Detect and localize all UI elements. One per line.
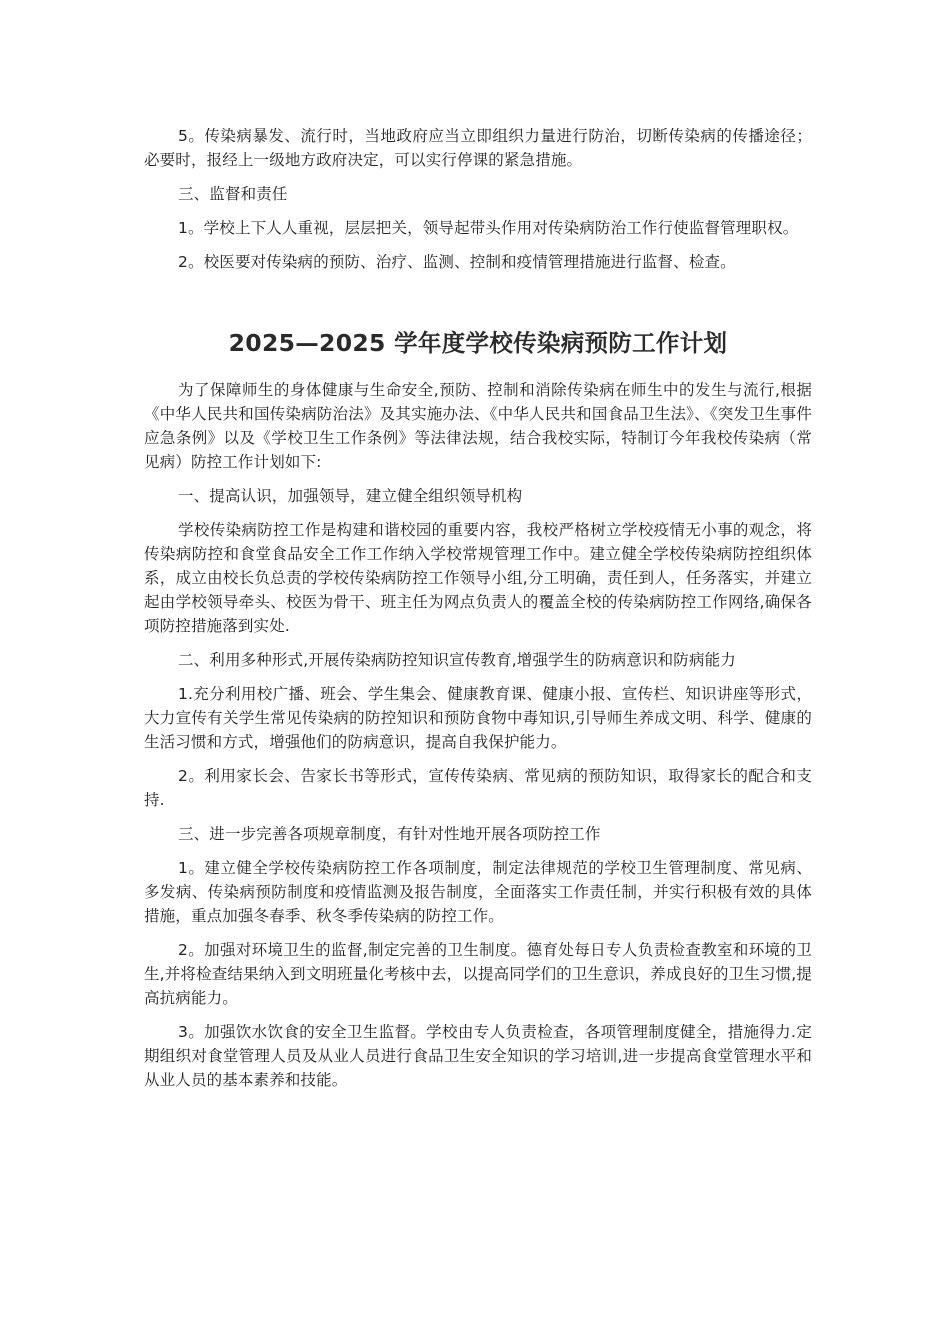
paragraph-outbreak-response: 5。传染病暴发、流行时，当地政府应当立即组织力量进行防治，切断传染病的传播途径；必要时，报经上一级地方政府决定，可以实行停课的紧急措施。 [144, 127, 812, 169]
paragraph-supervision-2: 2。校医要对传染病的预防、治疗、监测、控制和疫情管理措施进行监督、检查。 [178, 253, 736, 271]
document-title: 2025—2025 学年度学校传染病预防工作计划 [228, 329, 728, 357]
paragraph-education-2: 2。利用家长会、告家长书等形式，宣传传染病、常见病的预防知识，取得家长的配合和支持. [144, 767, 812, 809]
paragraph-regulations-3: 3。加强饮水饮食的安全卫生监督。学校由专人负责检查，各项管理制度健全，措施得力.定期组织对食堂管理人员及从业人员进行食品卫生安全知识的学习培训,进一步提高食堂管理水平和从业人员的基本素养和技能。 [144, 1023, 812, 1089]
paragraph-education-1: 1.充分利用校广播、班会、学生集会、健康教育课、健康小报、宣传栏、知识讲座等形式，大力宣传有关学生常见传染病的防控知识和预防食物中毒知识,引导师生养成文明、科学、健康的生活习惯和方式，增强他们的防病意识，提高自我保护能力。 [144, 685, 812, 751]
section-heading-regulations: 三、进一步完善各项规章制度，有针对性地开展各项防控工作 [178, 825, 601, 843]
paragraph-regulations-1: 1。建立健全学校传染病防控工作各项制度，制定法律规范的学校卫生管理制度、常见病、多发病、传染病预防制度和疫情监测及报告制度，全面落实工作责任制，并实行积极有效的具体措施，重点加强冬春季、秋冬季传染病的防控工作。 [144, 859, 812, 925]
document-page [144, 124, 812, 1102]
paragraph-supervision-1: 1。学校上下人人重视，层层把关，领导起带头作用对传染病防治工作行使监督管理职权。 [178, 219, 799, 237]
section-heading-supervision: 三、监督和责任 [178, 185, 288, 203]
paragraph-regulations-2: 2。加强对环境卫生的监督,制定完善的卫生制度。德育处每日专人负责检查教室和环境的卫生,并将检查结果纳入到文明班量化考核中去，以提高同学们的卫生意识，养成良好的卫生习惯,提高抗病能力。 [144, 941, 812, 1007]
paragraph-intro: 为了保障师生的身体健康与生命安全,预防、控制和消除传染病在师生中的发生与流行,根据《中华人民共和国传染病防治法》及其实施办法、《中华人民共和国食品卫生法》、《突发卫生事件应急条例》以及《学校卫生工作条例》等法律法规，结合我校实际，特制订今年我校传染病（常见病）防控工作计划如下: [144, 381, 812, 471]
section-heading-leadership: 一、提高认识，加强领导，建立健全组织领导机构 [178, 487, 523, 505]
paragraph-leadership: 学校传染病防控工作是构建和谐校园的重要内容，我校严格树立学校疫情无小事的观念，将传染病防控和食堂食品安全工作工作纳入学校常规管理工作中。建立健全学校传染病防控组织体系，成立由校长负总责的学校传染病防控工作领导小组,分工明确，责任到人，任务落实，并建立起由学校领导牵头、校医为骨干、班主任为网点负责人的覆盖全校的传染病防控工作网络,确保各项防控措施落到实处. [144, 521, 812, 635]
section-heading-education: 二、利用多种形式,开展传染病防控知识宣传教育,增强学生的防病意识和防病能力 [178, 651, 736, 669]
